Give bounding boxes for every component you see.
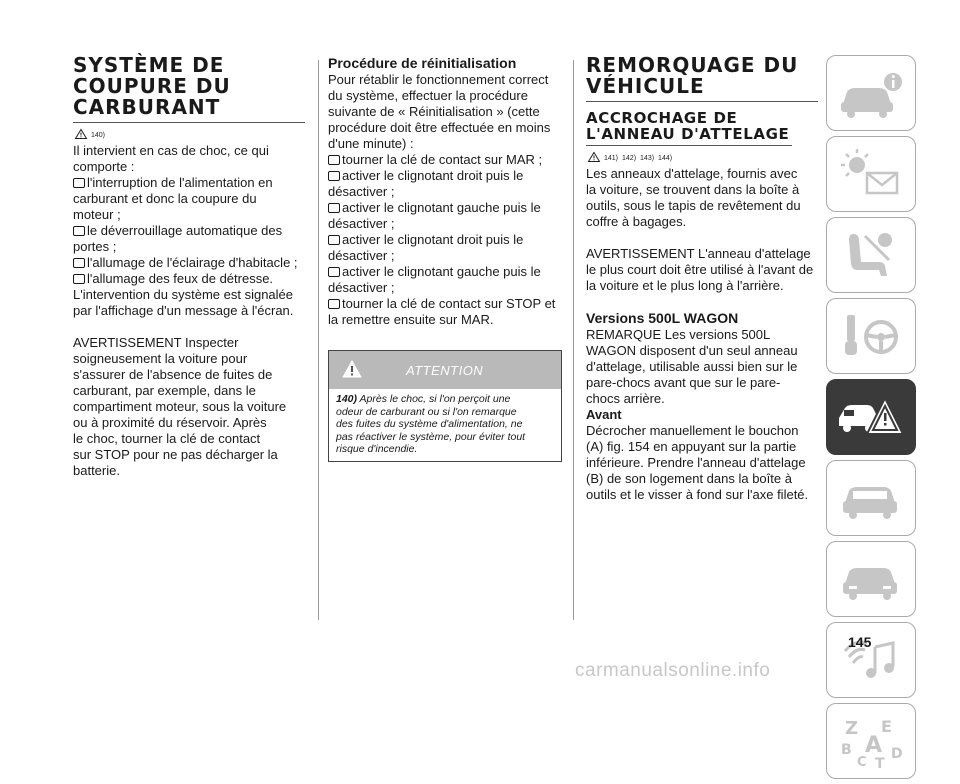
warning-refs — [588, 152, 820, 162]
tab-maintenance[interactable] — [826, 460, 916, 536]
ref-number: 143) — [640, 155, 655, 162]
tab-index[interactable] — [826, 703, 916, 779]
section-title: REMORQUAGE DU VÉHICULE — [586, 53, 799, 98]
bullet-box-icon — [328, 267, 340, 277]
versions-heading: Versions 500L WAGON — [586, 310, 739, 326]
bullet-box-icon — [328, 203, 340, 213]
list-item: tourner la clé de contact sur STOP et — [328, 296, 562, 312]
warning-triangle-icon — [342, 360, 362, 378]
warning-triangle-icon — [588, 152, 600, 162]
warning-paragraph: AVERTISSEMENT Inspecter soigneusement la voiture pour s'assurer de l'absence de fuites de carburant, par exemple, dans le compartiment moteur, sous la voiture ou à proximité du réservoir. Après le choc, tourner la clé de contact sur STOP pour ne pas décharger la batterie. — [73, 335, 287, 478]
car-warning-icon — [835, 388, 907, 446]
bullet-box-icon — [73, 178, 85, 188]
key-steering-icon — [835, 307, 907, 365]
watermark: carmanualsonline.info — [575, 660, 771, 681]
after-paragraph: L'intervention du système est signalée par l'affichage d'un message à l'écran. — [73, 287, 294, 318]
ref-number: 142) — [622, 155, 637, 162]
index-letter: Z — [845, 718, 859, 739]
tab-emergency[interactable] — [826, 379, 916, 455]
car-service-icon — [835, 469, 907, 527]
column-towing — [586, 55, 820, 503]
bullet-box-icon — [328, 299, 340, 309]
list-item: activer le clignotant droit puis le — [328, 168, 562, 184]
list-item: le déverrouillage automatique des — [73, 223, 305, 239]
list-item: l'interruption de l'alimentation en — [73, 175, 305, 191]
chapter-tabs — [826, 55, 916, 784]
list-item: l'allumage de l'éclairage d'habitacle ; — [73, 255, 305, 271]
attention-header — [329, 351, 561, 389]
car-info-icon — [835, 64, 907, 122]
title-rule — [73, 122, 305, 123]
subsection-title: ACCROCHAGE DE L'ANNEAU D'ATTELAGE — [586, 109, 790, 143]
bullet-box-icon — [328, 235, 340, 245]
index-letter: D — [891, 746, 903, 762]
tab-car-info[interactable] — [826, 55, 916, 131]
bullet-box-icon — [328, 155, 340, 165]
avant-heading: Avant — [586, 407, 622, 422]
index-letter: A — [865, 733, 883, 758]
index-letter: B — [841, 742, 852, 758]
index-letter: C — [857, 755, 867, 770]
car-specs-icon — [835, 550, 907, 608]
intro-paragraph: Il intervient en cas de choc, ce qui comporte : — [73, 143, 269, 174]
warning-refs — [75, 129, 305, 139]
list-item: activer le clignotant gauche puis le — [328, 264, 562, 280]
subtitle-rule — [586, 145, 792, 146]
column-fuel-cutoff — [73, 55, 305, 479]
seat-airbag-icon — [835, 226, 907, 284]
list-item: activer le clignotant droit puis le — [328, 232, 562, 248]
tab-lights-messages[interactable] — [826, 136, 916, 212]
ref-number: 140) — [91, 132, 106, 139]
bullet-box-icon — [73, 274, 85, 284]
reset-intro: Pour rétablir le fonctionnement correct du système, effectuer la procédure suivante de « Réinitialisation » (cette procédure doit être effectuée en moins d'une minute) : — [328, 72, 551, 151]
attention-title: ATTENTION — [406, 362, 484, 378]
index-letter: E — [881, 717, 892, 736]
ref-number: 144) — [658, 155, 673, 162]
column-reset-procedure — [328, 55, 562, 462]
list-item: activer le clignotant gauche puis le — [328, 200, 562, 216]
tab-technical-data[interactable] — [826, 541, 916, 617]
tab-starting-driving[interactable] — [826, 298, 916, 374]
bullet-box-icon — [73, 226, 85, 236]
warning-triangle-icon — [75, 129, 87, 139]
page-number: 145 — [848, 634, 872, 650]
warning-paragraph: AVERTISSEMENT L'anneau d'attelage le plus court doit être utilisé à l'avant de la voiture et le plus long à l'arrière. — [586, 246, 814, 293]
column-divider — [318, 60, 319, 620]
note-paragraph: REMARQUE Les versions 500L WAGON disposent d'un seul anneau d'attelage, utilisable aussi bien sur le pare-chocs avant que sur le pare- chocs arrière. — [586, 327, 798, 406]
bullet-box-icon — [73, 258, 85, 268]
index-letter: T — [875, 756, 885, 772]
paragraph: Décrocher manuellement le bouchon (A) fig. 154 en appuyant sur la partie inférieure. Prendre l'anneau d'attelage (B) de son logement dans la boîte à outils et le visser à fond sur l'axe fileté. — [586, 423, 809, 502]
attention-box — [328, 350, 562, 462]
section-title: SYSTÈME DE COUPURE DU CARBURANT — [73, 53, 231, 119]
reset-steps: tourner la clé de contact sur MAR ; activer le clignotant droit puis le désactiver ; activer le clignotant gauche puis le désactiver ; activer le clignotant droit puis le désactiver ; activer le clignotant gauche puis le désactiver ; tourner la clé de contact sur STOP et la remettre ensuite sur MAR. — [328, 152, 562, 328]
bullet-list: l'interruption de l'alimentation en carburant et donc la coupure du moteur ; le déverrouillage automatique des portes ; l'allumage de l'éclairage d'habitacle ; l'allumage des feux de détresse. — [73, 175, 305, 287]
paragraph: Les anneaux d'attelage, fournis avec la voiture, se trouvent dans la boîte à outils, sous le tapis de revêtement du coffre à bagages. — [586, 166, 801, 229]
column-divider — [573, 60, 574, 620]
lights-message-icon — [835, 145, 907, 203]
bullet-box-icon — [328, 171, 340, 181]
list-item: tourner la clé de contact sur MAR ; — [328, 152, 562, 168]
tab-safety[interactable] — [826, 217, 916, 293]
attention-text: 140) Après le choc, si l'on perçoit une odeur de carburant ou si l'on remarque des fuites du système d'alimentation, ne pas réactiver le système, pour éviter tout risque d'incendie. — [336, 393, 526, 455]
alphabet-index-icon — [835, 712, 907, 770]
reset-heading: Procédure de réinitialisation — [328, 55, 517, 71]
list-item: l'allumage des feux de détresse. — [73, 271, 305, 287]
ref-number: 141) — [604, 155, 619, 162]
